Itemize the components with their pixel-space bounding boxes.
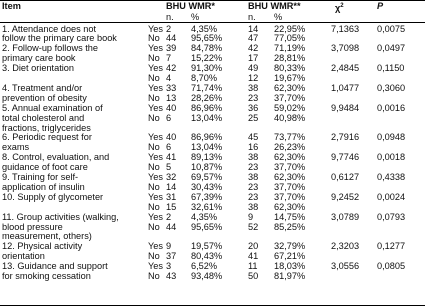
cell-answer: No	[148, 112, 160, 123]
cell-n-bhu1: 6	[166, 112, 172, 123]
cell-answer: No	[148, 142, 160, 153]
cell-pct-bhu1: 80,43%	[191, 251, 223, 262]
cell-n-bhu1: 4	[166, 73, 172, 83]
cell-p-value: 0,3060	[377, 82, 406, 93]
header-chi-superscript: 2	[340, 3, 344, 9]
cell-n-bhu2: 23	[248, 162, 259, 173]
header-p-value: P	[377, 1, 384, 11]
cell-n-bhu1: 7	[166, 53, 172, 64]
cell-pct-bhu2: 81,97%	[274, 271, 306, 281]
item-label: 3. Diet orientation	[2, 63, 75, 74]
cell-pct-bhu1: 13,04%	[191, 112, 223, 123]
cell-answer: Yes	[148, 211, 163, 222]
cell-n-bhu1: 13	[166, 92, 177, 103]
cell-n-bhu1: 15	[166, 201, 177, 212]
cell-n-bhu1: 31	[166, 191, 177, 202]
cell-n-bhu2: 36	[248, 102, 259, 113]
item-label: 6. Periodic request for	[2, 132, 92, 143]
cell-n-bhu2: 45	[248, 132, 259, 143]
cell-pct-bhu1: 4,35%	[191, 23, 218, 34]
cell-chi-square: 9,7746	[331, 152, 360, 163]
cell-pct-bhu1: 91,30%	[191, 63, 223, 74]
cell-n-bhu2: 12	[248, 73, 259, 83]
cell-answer: Yes	[148, 152, 163, 163]
cell-n-bhu1: 6	[166, 142, 172, 153]
cell-pct-bhu1: 67,39%	[191, 191, 223, 202]
subheader-percent-2: %	[274, 12, 283, 22]
cell-answer: No	[148, 181, 160, 192]
header-chi-square: $\chi^2$	[335, 3, 344, 14]
subheader-n-1: n.	[166, 12, 174, 22]
cell-n-bhu1: 14	[166, 181, 177, 192]
item-label: prevention of obesity	[2, 92, 87, 103]
cell-chi-square: 0,6127	[331, 172, 360, 182]
cell-answer: Yes	[148, 82, 163, 93]
cell-answer: Yes	[148, 261, 163, 272]
cell-pct-bhu1: 30,43%	[191, 181, 223, 192]
cell-p-value: 0,1150	[377, 63, 405, 74]
cell-p-value: 0,4338	[377, 172, 406, 182]
cell-n-bhu2: 17	[248, 53, 259, 64]
cell-n-bhu1: 41	[166, 152, 177, 163]
item-label: guidance of foot care	[2, 162, 88, 173]
subheader-percent-1: %	[191, 12, 200, 22]
cell-answer: No	[148, 33, 160, 44]
header-bhu-wmr-2: BHU WMR**	[248, 1, 301, 11]
cell-n-bhu2: 41	[248, 251, 259, 262]
cell-answer: Yes	[148, 43, 163, 54]
cell-p-value: 0,0805	[377, 261, 406, 272]
cell-pct-bhu2: 62,30%	[274, 152, 306, 163]
cell-answer: Yes	[148, 241, 163, 252]
cell-chi-square: 9,2452	[331, 191, 360, 202]
cell-pct-bhu1: 71,74%	[191, 82, 223, 93]
cell-n-bhu2: 52	[248, 221, 259, 232]
cell-n-bhu1: 40	[166, 132, 177, 143]
cell-n-bhu2: 38	[248, 82, 259, 93]
cell-chi-square: 2,7916	[331, 132, 360, 143]
cell-n-bhu2: 50	[248, 271, 259, 281]
cell-chi-square: 1,0477	[331, 82, 360, 93]
cell-pct-bhu1: 6,52%	[191, 261, 218, 272]
cell-chi-square: 2,4845	[331, 63, 360, 74]
cell-pct-bhu1: 86,96%	[191, 132, 223, 143]
cell-answer: Yes	[148, 172, 163, 182]
cell-n-bhu1: 2	[166, 23, 172, 34]
cell-n-bhu2: 14	[248, 23, 259, 34]
cell-n-bhu1: 44	[166, 33, 177, 44]
cell-pct-bhu1: 84,78%	[191, 43, 223, 54]
item-label: 10. Supply of glycometer	[2, 191, 104, 202]
cell-p-value: 0,0024	[377, 191, 406, 202]
cell-pct-bhu1: 95,65%	[191, 221, 223, 232]
item-label: primary care book	[2, 53, 76, 64]
cell-pct-bhu1: 32,61%	[191, 201, 223, 212]
cell-pct-bhu2: 80,33%	[274, 63, 306, 74]
cell-n-bhu2: 23	[248, 181, 259, 192]
cell-n-bhu1: 2	[166, 211, 172, 222]
cell-pct-bhu2: 37,70%	[274, 191, 306, 202]
cell-pct-bhu2: 62,30%	[274, 172, 306, 182]
cell-n-bhu1: 9	[166, 241, 172, 252]
cell-n-bhu2: 9	[248, 211, 254, 222]
cell-n-bhu1: 37	[166, 251, 177, 262]
cell-p-value: 0,0075	[377, 23, 406, 34]
cell-pct-bhu1: 89,13%	[191, 152, 223, 163]
item-label: total cholesterol and	[2, 112, 85, 123]
cell-p-value: 0,0793	[377, 211, 406, 222]
cell-chi-square: 3,0556	[331, 261, 360, 272]
cell-pct-bhu2: 37,70%	[274, 181, 306, 192]
item-label: 11. Group activities (walking,	[2, 211, 119, 222]
cell-n-bhu2: 38	[248, 172, 259, 182]
cell-n-bhu1: 43	[166, 271, 177, 281]
cell-pct-bhu1: 93,48%	[191, 271, 223, 281]
cell-pct-bhu2: 32,79%	[274, 241, 306, 252]
cell-answer: No	[148, 92, 160, 103]
cell-n-bhu2: 42	[248, 43, 259, 54]
cell-pct-bhu2: 77,05%	[274, 33, 306, 44]
cell-n-bhu2: 47	[248, 33, 259, 44]
cell-chi-square: 3,7098	[331, 43, 360, 54]
item-label: application of insulin	[2, 181, 85, 192]
cell-p-value: 0,0018	[377, 152, 406, 163]
item-label: 2. Follow-up follows the	[2, 43, 99, 54]
cell-n-bhu2: 16	[248, 142, 259, 153]
cell-answer: Yes	[148, 132, 163, 143]
cell-pct-bhu2: 71,19%	[274, 43, 306, 54]
cell-p-value: 0,1277	[377, 241, 406, 252]
cell-pct-bhu2: 67,21%	[274, 251, 306, 262]
cell-answer: No	[148, 221, 160, 232]
cell-chi-square: 9,9484	[331, 102, 360, 113]
item-label: measurement, others)	[2, 231, 92, 242]
cell-pct-bhu2: 73,77%	[274, 132, 306, 143]
cell-pct-bhu2: 59,02%	[274, 102, 306, 113]
cell-pct-bhu1: 10,87%	[191, 162, 223, 173]
cell-pct-bhu2: 18,03%	[274, 261, 306, 272]
cell-n-bhu1: 3	[166, 261, 172, 272]
cell-pct-bhu1: 28,26%	[191, 92, 223, 103]
cell-pct-bhu2: 37,70%	[274, 92, 306, 103]
cell-chi-square: 2,3203	[331, 241, 360, 252]
item-label: exams	[2, 142, 30, 153]
cell-pct-bhu2: 19,67%	[274, 73, 306, 83]
cell-n-bhu1: 44	[166, 221, 177, 232]
cell-pct-bhu1: 19,57%	[191, 241, 223, 252]
cell-pct-bhu1: 4,35%	[191, 211, 218, 222]
cell-pct-bhu2: 85,25%	[274, 221, 306, 232]
cell-answer: Yes	[148, 63, 163, 74]
cell-n-bhu2: 23	[248, 92, 259, 103]
cell-pct-bhu1: 86,96%	[191, 102, 223, 113]
cell-n-bhu2: 23	[248, 191, 259, 202]
cell-pct-bhu2: 22,95%	[274, 23, 306, 34]
cell-answer: No	[148, 201, 160, 212]
header-bhu-wmr-1: BHU WMR*	[166, 1, 215, 11]
cell-pct-bhu2: 62,30%	[274, 82, 306, 93]
cell-pct-bhu2: 28,81%	[274, 53, 306, 64]
cell-chi-square: 3,0789	[331, 211, 360, 222]
cell-answer: Yes	[148, 191, 163, 202]
cell-n-bhu2: 49	[248, 63, 259, 74]
cell-n-bhu2: 25	[248, 112, 259, 123]
cell-n-bhu2: 20	[248, 241, 259, 252]
item-label: 12. Physical activity	[2, 241, 83, 252]
cell-pct-bhu1: 13,04%	[191, 142, 223, 153]
item-label: 4. Treatment and/or	[2, 82, 83, 93]
cell-pct-bhu1: 69,57%	[191, 172, 223, 182]
cell-chi-square: 7,1363	[331, 23, 360, 34]
item-label: blood pressure	[2, 221, 63, 232]
cell-pct-bhu1: 15,22%	[191, 53, 223, 64]
cell-n-bhu2: 11	[248, 261, 258, 272]
header-item: Item	[2, 1, 21, 11]
cell-n-bhu1: 32	[166, 172, 177, 182]
cell-answer: Yes	[148, 102, 163, 113]
cell-pct-bhu2: 62,30%	[274, 201, 306, 212]
item-label: orientation	[2, 251, 45, 262]
cell-answer: No	[148, 271, 160, 281]
cell-pct-bhu2: 26,23%	[274, 142, 306, 153]
subheader-n-2: n.	[248, 12, 256, 22]
item-label: for smoking cessation	[2, 271, 91, 281]
cell-n-bhu1: 5	[166, 162, 172, 173]
cell-pct-bhu2: 37,70%	[274, 162, 306, 173]
cell-n-bhu2: 38	[248, 201, 259, 212]
cell-p-value: 0,0497	[377, 43, 406, 54]
cell-n-bhu1: 33	[166, 82, 177, 93]
item-label: 1. Attendance does not	[2, 23, 96, 34]
item-label: follow the primary care book	[2, 33, 117, 44]
cell-pct-bhu1: 95,65%	[191, 33, 223, 44]
cell-p-value: 0,0948	[377, 132, 406, 143]
cell-p-value: 0,0016	[377, 102, 406, 113]
cell-answer: No	[148, 251, 160, 262]
item-label: 13. Guidance and support	[2, 261, 108, 272]
cell-pct-bhu2: 14,75%	[274, 211, 306, 222]
cell-answer: Yes	[148, 23, 163, 34]
cell-answer: No	[148, 73, 160, 83]
cell-n-bhu1: 39	[166, 43, 177, 54]
item-label: 5. Annual examination of	[2, 102, 103, 113]
item-label: 8. Control, evaluation, and	[2, 152, 110, 163]
cell-answer: No	[148, 162, 160, 173]
item-label: fractions, triglycerides	[2, 122, 91, 133]
cell-n-bhu2: 38	[248, 152, 259, 163]
cell-answer: No	[148, 53, 160, 64]
cell-n-bhu1: 40	[166, 102, 177, 113]
cell-n-bhu1: 42	[166, 63, 177, 74]
item-label: 9. Training for self-	[2, 172, 79, 182]
cell-pct-bhu1: 8,70%	[191, 73, 218, 83]
cell-pct-bhu2: 40,98%	[274, 112, 306, 123]
